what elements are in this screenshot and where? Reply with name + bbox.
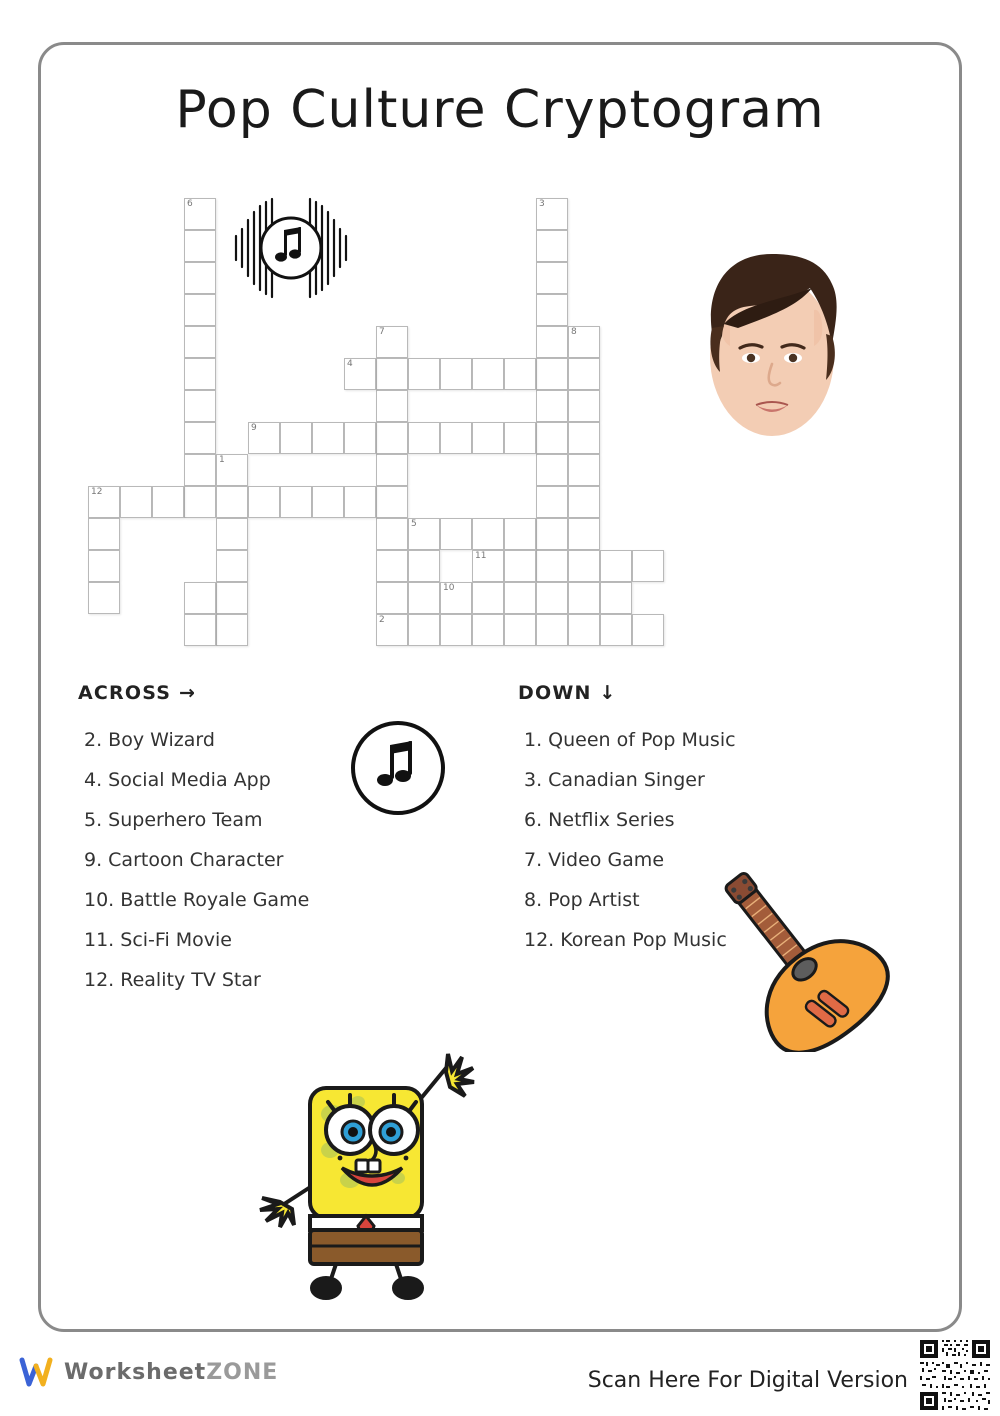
crossword-cell-number: 5: [411, 519, 417, 529]
crossword-cell[interactable]: [536, 582, 568, 614]
crossword-cell[interactable]: [184, 486, 216, 518]
across-heading: [78, 682, 196, 704]
singer-portrait-photo: [672, 196, 872, 476]
crossword-cell[interactable]: [536, 358, 568, 390]
crossword-cell[interactable]: [472, 582, 504, 614]
crossword-cell[interactable]: [504, 518, 536, 550]
brand-primary-label: Worksheet: [64, 1359, 207, 1385]
crossword-cell-number: 10: [443, 583, 455, 593]
crossword-cell[interactable]: [376, 326, 408, 358]
arrow-right-icon: →: [178, 682, 197, 704]
crossword-cell[interactable]: [88, 486, 120, 518]
crossword-cell[interactable]: [184, 294, 216, 326]
crossword-cell[interactable]: [472, 550, 504, 582]
crossword-cell[interactable]: [472, 614, 504, 646]
down-heading-label: DOWN: [518, 682, 592, 704]
crossword-cell[interactable]: [376, 358, 408, 390]
crossword-cell[interactable]: [536, 230, 568, 262]
scan-instruction-text: Scan Here For Digital Version: [587, 1368, 908, 1393]
crossword-cell[interactable]: [632, 614, 664, 646]
crossword-cell[interactable]: [216, 582, 248, 614]
crossword-cell[interactable]: [280, 422, 312, 454]
qr-code[interactable]: [918, 1338, 992, 1412]
crossword-cell[interactable]: [568, 486, 600, 518]
crossword-cell[interactable]: [504, 358, 536, 390]
crossword-cell[interactable]: [536, 326, 568, 358]
crossword-cell-number: 12: [91, 487, 103, 497]
crossword-cell[interactable]: [344, 486, 376, 518]
crossword-cell[interactable]: [184, 326, 216, 358]
crossword-cell[interactable]: [376, 422, 408, 454]
crossword-cell-number: 7: [379, 327, 385, 337]
crossword-cell[interactable]: [216, 550, 248, 582]
crossword-cell[interactable]: [376, 614, 408, 646]
page-title: Pop Culture Cryptogram: [175, 80, 825, 140]
crossword-cell[interactable]: [600, 582, 632, 614]
crossword-cell[interactable]: [184, 582, 216, 614]
crossword-cell[interactable]: [408, 422, 440, 454]
crossword-grid[interactable]: [88, 198, 688, 648]
crossword-cell[interactable]: [536, 294, 568, 326]
crossword-cell[interactable]: [568, 422, 600, 454]
crossword-cell-number: 2: [379, 615, 385, 625]
crossword-cell[interactable]: [568, 582, 600, 614]
crossword-cell[interactable]: [88, 550, 120, 582]
crossword-cell[interactable]: [184, 230, 216, 262]
crossword-cell[interactable]: [376, 390, 408, 422]
across-clue-item: 4. Social Media App: [84, 769, 271, 791]
crossword-cell[interactable]: [184, 358, 216, 390]
crossword-cell[interactable]: [600, 550, 632, 582]
crossword-cell[interactable]: [216, 614, 248, 646]
crossword-cell[interactable]: [184, 422, 216, 454]
crossword-cell[interactable]: [152, 486, 184, 518]
crossword-cell[interactable]: [472, 518, 504, 550]
crossword-cell[interactable]: [440, 614, 472, 646]
crossword-cell[interactable]: [312, 486, 344, 518]
crossword-cell[interactable]: [536, 614, 568, 646]
down-clue-item: 8. Pop Artist: [524, 889, 640, 911]
crossword-cell-number: 3: [539, 199, 545, 209]
crossword-cell[interactable]: [280, 486, 312, 518]
crossword-cell[interactable]: [120, 486, 152, 518]
crossword-cell-number: 1: [219, 455, 225, 465]
crossword-cell[interactable]: [408, 550, 440, 582]
crossword-cell[interactable]: [376, 582, 408, 614]
crossword-cell-number: 11: [475, 551, 487, 561]
cartoon-character-illustration: [250, 1010, 480, 1300]
crossword-cell[interactable]: [440, 582, 472, 614]
crossword-cell[interactable]: [568, 358, 600, 390]
crossword-cell[interactable]: [248, 422, 280, 454]
crossword-cell[interactable]: [88, 582, 120, 614]
crossword-cell[interactable]: [536, 198, 568, 230]
crossword-cell[interactable]: [248, 486, 280, 518]
down-heading: [518, 682, 617, 704]
crossword-cell[interactable]: [440, 422, 472, 454]
brand-logo: [16, 1352, 278, 1392]
down-clue-item: 12. Korean Pop Music: [524, 929, 727, 951]
crossword-cell[interactable]: [88, 518, 120, 550]
crossword-cell[interactable]: [504, 582, 536, 614]
crossword-cell[interactable]: [504, 550, 536, 582]
crossword-cell[interactable]: [376, 518, 408, 550]
crossword-cell[interactable]: [344, 358, 376, 390]
across-clue-item: 5. Superhero Team: [84, 809, 263, 831]
music-waveform-icon: [232, 196, 350, 300]
crossword-cell-number: 6: [187, 199, 193, 209]
crossword-cell[interactable]: [568, 390, 600, 422]
crossword-cell[interactable]: [536, 486, 568, 518]
crossword-cell[interactable]: [440, 358, 472, 390]
crossword-cell[interactable]: [184, 262, 216, 294]
crossword-cell[interactable]: [376, 454, 408, 486]
brand-secondary-label: ZONE: [206, 1359, 279, 1385]
crossword-cell[interactable]: [216, 486, 248, 518]
down-clue-item: 3. Canadian Singer: [524, 769, 705, 791]
crossword-cell[interactable]: [536, 518, 568, 550]
crossword-cell-number: 4: [347, 359, 353, 369]
crossword-cell[interactable]: [408, 582, 440, 614]
down-clue-item: 1. Queen of Pop Music: [524, 729, 736, 751]
crossword-cell[interactable]: [184, 614, 216, 646]
crossword-cell[interactable]: [184, 454, 216, 486]
crossword-cell[interactable]: [376, 486, 408, 518]
worksheet-zone-logo-icon: [16, 1352, 56, 1392]
across-clue-item: 11. Sci-Fi Movie: [84, 929, 232, 951]
crossword-cell[interactable]: [568, 454, 600, 486]
crossword-cell[interactable]: [408, 614, 440, 646]
crossword-cell[interactable]: [216, 518, 248, 550]
crossword-cell[interactable]: [568, 550, 600, 582]
crossword-cell[interactable]: [440, 518, 472, 550]
crossword-cell[interactable]: [536, 550, 568, 582]
crossword-cell[interactable]: [472, 422, 504, 454]
crossword-cell[interactable]: [568, 518, 600, 550]
crossword-cell-number: 9: [251, 423, 257, 433]
across-clue-item: 12. Reality TV Star: [84, 969, 261, 991]
guitar-illustration: [660, 852, 922, 1052]
across-clue-item: 10. Battle Royale Game: [84, 889, 310, 911]
crossword-cell[interactable]: [536, 390, 568, 422]
crossword-cell[interactable]: [216, 454, 248, 486]
crossword-cell[interactable]: [472, 358, 504, 390]
crossword-cell[interactable]: [536, 454, 568, 486]
across-clue-item: 2. Boy Wizard: [84, 729, 215, 751]
across-heading-label: ACROSS: [78, 682, 172, 704]
music-note-icon: [348, 718, 448, 818]
crossword-cell[interactable]: [184, 390, 216, 422]
down-clue-item: 6. Netflix Series: [524, 809, 675, 831]
crossword-cell[interactable]: [344, 422, 376, 454]
brand-text: [64, 1360, 278, 1385]
crossword-cell[interactable]: [632, 550, 664, 582]
arrow-down-icon: ↓: [599, 682, 617, 704]
crossword-cell[interactable]: [568, 326, 600, 358]
crossword-cell[interactable]: [312, 422, 344, 454]
crossword-cell[interactable]: [376, 550, 408, 582]
across-clue-item: 9. Cartoon Character: [84, 849, 284, 871]
crossword-cell[interactable]: [600, 614, 632, 646]
crossword-cell-number: 8: [571, 327, 577, 337]
crossword-cell[interactable]: [184, 198, 216, 230]
crossword-cell[interactable]: [536, 422, 568, 454]
crossword-cell[interactable]: [408, 358, 440, 390]
crossword-cell[interactable]: [536, 262, 568, 294]
crossword-cell[interactable]: [408, 518, 440, 550]
crossword-cell[interactable]: [568, 614, 600, 646]
crossword-cell[interactable]: [504, 422, 536, 454]
down-clue-item: 7. Video Game: [524, 849, 665, 871]
crossword-cell[interactable]: [504, 614, 536, 646]
